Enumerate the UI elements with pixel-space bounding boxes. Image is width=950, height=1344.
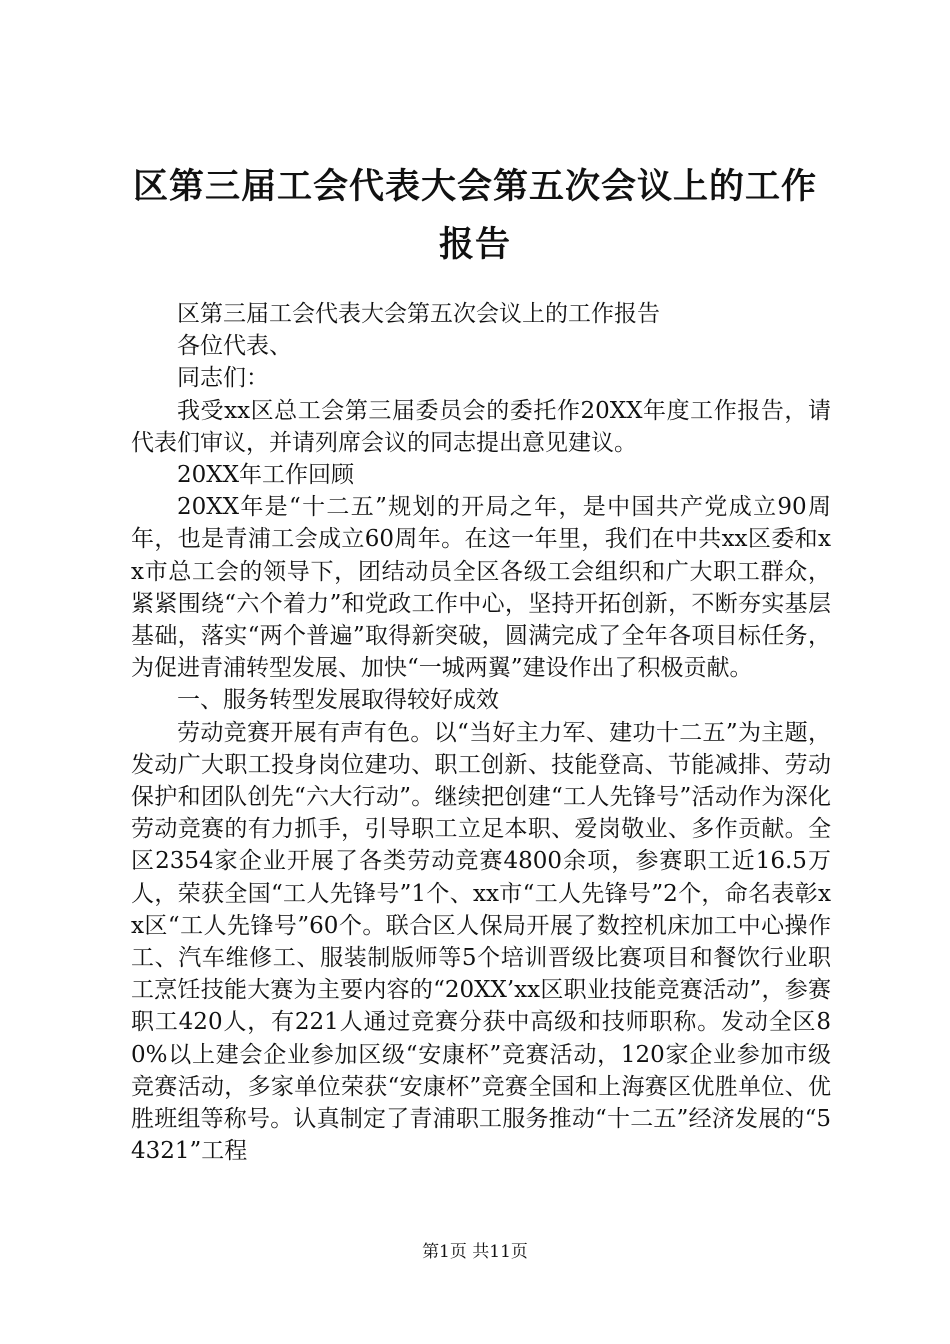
paragraph-review: 20XX年是“十二五”规划的开局之年，是中国共产党成立90周年，也是青浦工会成立60周年。在这一年里，我们在中共xx区委和xx市总工会的领导下，团结动员全区各级工会组织和广大职工群众，紧紧围绕“六个着力”和党政工作中心，坚持开拓创新，不断夯实基层基础，落实“两个普遍”取得新突破，圆满完成了全年各项目标任务，为促进青浦转型发展、加快“一城两翼”建设作出了积极贡献。	[131, 494, 831, 682]
paragraph-salutation-2: 同志们：	[177, 365, 269, 392]
paragraph-labor-competition: 劳动竞赛开展有声有色。以“当好主力军、建功十二五”为主题，发动广大职工投身岗位建功、职工创新、技能登高、节能减排、劳动保护和团队创先“六大行动”。继续把创建“工人先锋号”活动作为深化劳动竞赛的有力抓手，引导职工立足本职、爱岗敬业、多作贡献。全区2354家企业开展了各类劳动竞赛4800余项，参赛职工近16.5万人，荣获全国“工人先锋号”1个、xx市“工人先锋号”2个，命名表彰xx区“工人先锋号”60个。联合区人保局开展了数控机床加工中心操作工、汽车维修工、服装制版师等5个培训晋级比赛项目和餐饮行业职工烹饪技能大赛为主要内容的“20XX’xx区职业技能竞赛活动”，参赛职工420人，有221人通过竞赛分获中高级和技师职称。发动全区80%以上建会企业参加区级“安康杯”竞赛活动，120家企业参加市级竞赛活动，多家单位荣获“安康杯”竞赛全国和上海赛区优胜单位、优胜班组等称号。认真制定了青浦职工服务推动“十二五”经济发展的“54321”工程	[131, 719, 831, 1165]
paragraph-section-heading: 20XX年工作回顾	[177, 462, 355, 489]
document-body	[131, 298, 831, 1167]
paragraph-intro: 我受xx区总工会第三届委员会的委托作20XX年度工作报告，请代表们审议，并请列席会议的同志提出意见建议。	[131, 397, 831, 456]
page-number-footer: 第1页 共11页	[422, 1242, 528, 1262]
paragraph-subsection-heading: 一、服务转型发展取得较好成效	[177, 687, 499, 714]
document-title: 区第三届工会代表大会第五次会议上的工作报告	[132, 166, 817, 265]
paragraph-subtitle: 区第三届工会代表大会第五次会议上的工作报告	[177, 301, 660, 327]
paragraph-salutation: 各位代表、	[177, 333, 292, 360]
